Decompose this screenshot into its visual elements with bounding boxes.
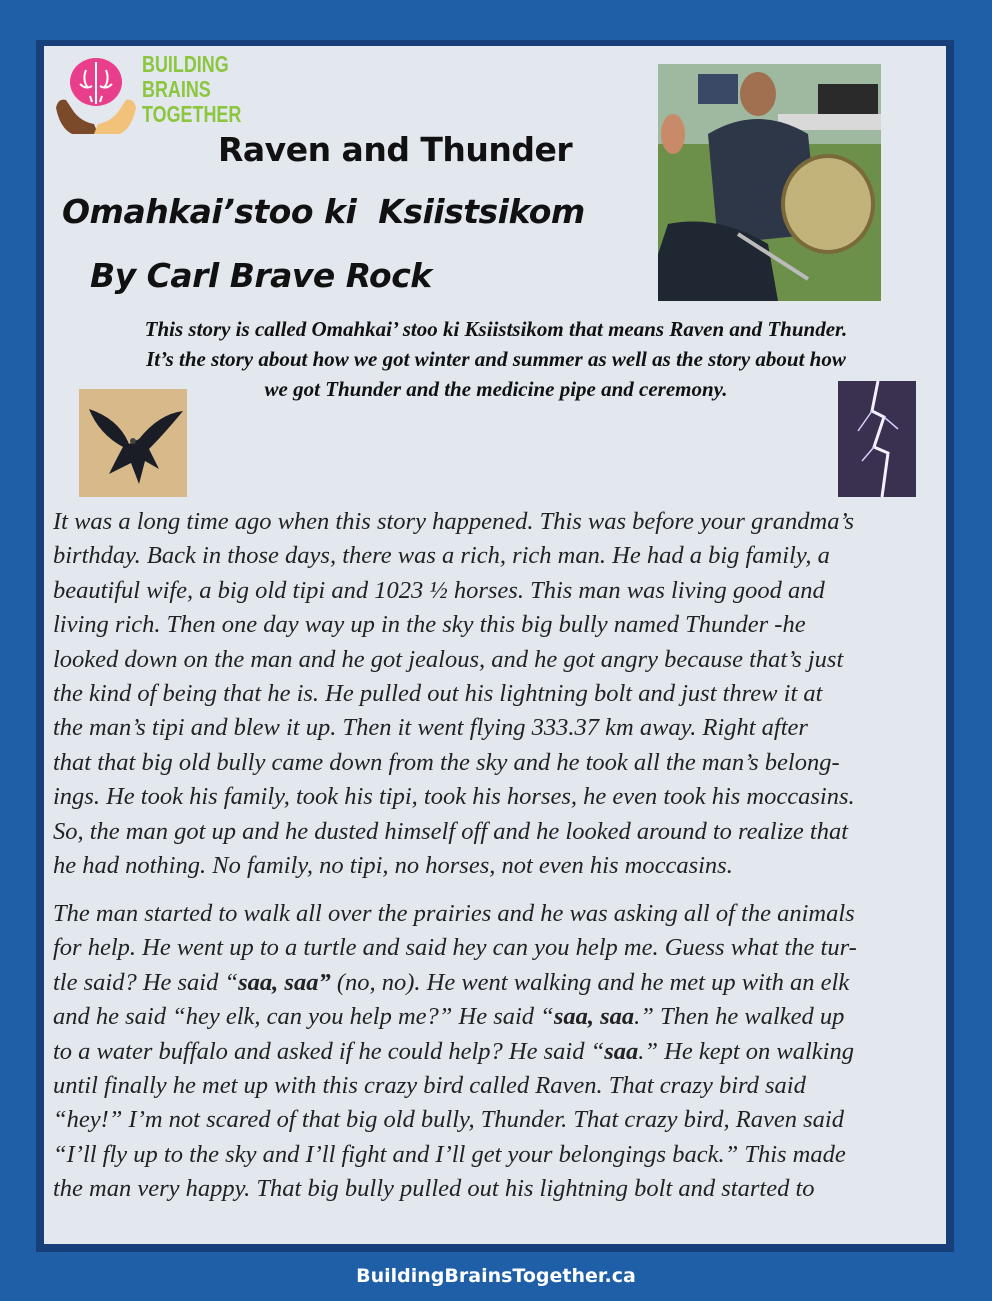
story-intro [56, 314, 936, 404]
story-line: for help. He went up to a turtle and said hey can you help me. Guess what the tur- [53, 934, 857, 962]
blackfoot-word: saa [604, 1037, 639, 1065]
story-text: to a water buffalo and asked if he could help? He said “ [53, 1037, 605, 1065]
story-paragraph-1 [53, 505, 939, 883]
story-line: It was a long time ago when this story happened. This was before your grandma’s [53, 508, 855, 535]
story-line: ings. He took his family, took his tipi, took his horses, he even took his moccasins. [53, 783, 855, 811]
lightning-image [838, 381, 916, 497]
story-paragraph-2 [53, 897, 939, 1207]
blackfoot-word: saa, saa” [238, 968, 331, 996]
story-line: that that big old bully came down from the sky and he took all the man’s belong- [53, 748, 840, 776]
story-text: tle said? He said “ [53, 968, 239, 996]
story-line [53, 966, 939, 1000]
story-line: the kind of being that he is. He pulled out his lightning bolt and just threw it at [53, 680, 823, 708]
story-text: and he said “hey elk, can you help me?” He said “ [53, 1003, 554, 1031]
story-line: The man started to walk all over the prairies and he was asking all of the animals [53, 900, 855, 927]
storyteller-photo [658, 64, 881, 301]
story-line: “hey!” I’m not scared of that big old bully, Thunder. That crazy bird, Raven said [53, 1106, 844, 1134]
story-line: So, the man got up and he dusted himself off and he looked around to realize that [53, 817, 849, 845]
intro-line: It’s the story about how we got winter and summer as well as the story about how [146, 347, 846, 371]
story-line: the man very happy. That big bully pulled out his lightning bolt and started to [53, 1175, 815, 1203]
page-title: Raven and Thunder [218, 130, 573, 169]
story-line: he had nothing. No family, no tipi, no horses, not even his moccasins. [53, 852, 733, 880]
story-line: “I’ll fly up to the sky and I’ll fight and I’ll get your belongings back.” This made [53, 1140, 846, 1168]
logo-text [142, 51, 242, 127]
story-line: until finally he met up with this crazy bird called Raven. That crazy bird said [53, 1072, 806, 1100]
logo-line-building: BUILDING [142, 51, 229, 77]
story-line: beautiful wife, a big old tipi and 1023 ½ horses. This man was living good and [53, 576, 825, 604]
story-line: the man’s tipi and blew it up. Then it went flying 333.37 km away. Right after [53, 714, 808, 742]
story-text: .” Then he walked up [634, 1003, 845, 1031]
story-text: (no, no). He went walking and he met up with an elk [330, 968, 850, 996]
author-line: By Carl Brave Rock [90, 256, 432, 295]
logo-line-together: TOGETHER [142, 101, 242, 127]
story-line: living rich. Then one day way up in the sky this big bully named Thunder -he [53, 611, 806, 639]
intro-line: This story is called Omahkai’ stoo ki Ksiistsikom that means Raven and Thunder. [144, 317, 848, 341]
story-text: .” He kept on walking [638, 1037, 854, 1065]
raven-image [79, 389, 187, 497]
page-subtitle: Omahkai’stoo ki Ksiistsikom [62, 192, 585, 231]
story-line: looked down on the man and he got jealous, and he got angry because that’s just [53, 645, 844, 673]
story-line: birthday. Back in those days, there was a rich, rich man. He had a big family, a [53, 542, 830, 570]
story-line [53, 1035, 939, 1069]
intro-line: we got Thunder and the medicine pipe and ceremony. [264, 377, 728, 401]
footer-url[interactable]: BuildingBrainsTogether.ca [356, 1265, 636, 1287]
blackfoot-word: saa, saa [553, 1003, 635, 1031]
story-line [53, 1000, 939, 1034]
logo-line-brains: BRAINS [142, 76, 211, 102]
